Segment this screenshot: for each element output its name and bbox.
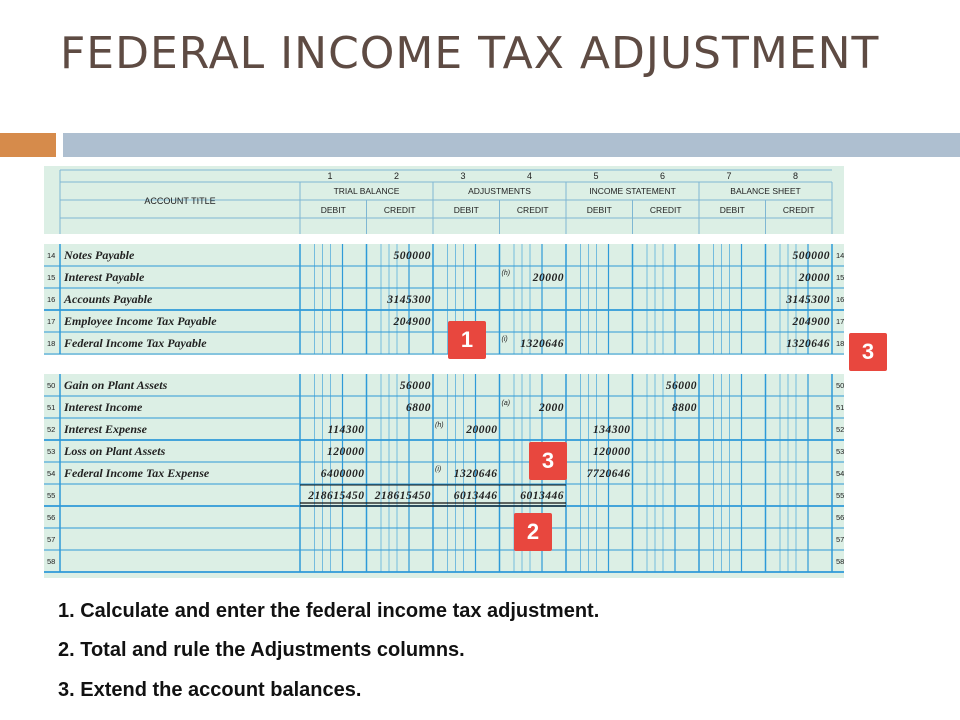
row-number-right: 57 — [836, 535, 844, 544]
row-number-right: 16 — [836, 295, 844, 304]
step-badge-3-balance-sheet: 3 — [849, 333, 887, 371]
sub-header: CREDIT — [383, 205, 416, 215]
account-name: Interest Expense — [64, 422, 148, 436]
amount-cell: 120000 — [593, 446, 631, 458]
row-number-left: 52 — [47, 425, 56, 434]
row-number-left: 58 — [47, 557, 56, 566]
row-number-right: 17 — [836, 317, 844, 326]
row-number-left: 14 — [47, 251, 56, 260]
amount-cell: 134300 — [593, 424, 631, 436]
amount-cell: 204900 — [393, 316, 431, 328]
row-number-left: 51 — [47, 403, 56, 412]
account-name: Gain on Plant Assets — [64, 378, 168, 392]
row-number-right: 50 — [836, 381, 844, 390]
row-number-right: 18 — [836, 339, 844, 348]
column-number: 3 — [460, 171, 466, 181]
column-number: 2 — [393, 171, 400, 181]
sub-header: DEBIT — [719, 205, 745, 215]
amount-cell: 204900 — [792, 316, 830, 328]
amount-cell: 56000 — [665, 380, 697, 392]
worksheet — [44, 166, 844, 578]
row-number-left: 53 — [47, 447, 56, 456]
row-number-right: 53 — [836, 447, 844, 456]
amount-cell: 8800 — [672, 402, 697, 414]
accent-bar-blue — [63, 133, 960, 157]
accent-bar-orange — [0, 133, 56, 157]
amount-cell: 20000 — [466, 424, 498, 436]
amount-cell: 1320646 — [453, 468, 498, 480]
row-number-right: 51 — [836, 403, 844, 412]
adjustment-reference: (h) — [501, 270, 511, 277]
amount-cell: 120000 — [327, 446, 365, 458]
amount-cell: 114300 — [327, 424, 365, 436]
amount-cell: 6400000 — [320, 468, 365, 480]
row-number-left: 15 — [47, 273, 56, 282]
row-number-left: 50 — [47, 381, 56, 390]
worksheet-grid — [44, 166, 844, 578]
account-name: Employee Income Tax Payable — [64, 314, 217, 328]
row-number-right: 15 — [836, 273, 844, 282]
account-name: Federal Income Tax Expense — [64, 466, 210, 480]
account-name: Interest Payable — [64, 270, 145, 284]
amount-cell: 3145300 — [786, 294, 830, 306]
column-number: 4 — [526, 171, 533, 181]
amount-cell: 2000 — [539, 402, 564, 414]
column-group-header: TRIAL BALANCE — [333, 186, 400, 196]
adjustment-reference: (a) — [501, 400, 511, 407]
sub-header: CREDIT — [516, 205, 549, 215]
amount-cell: 1320646 — [520, 338, 564, 350]
amount-cell: 6013446 — [520, 490, 564, 502]
instruction-step-2: 2. Total and rule the Adjustments columns. — [58, 639, 465, 661]
slide-title: FEDERAL INCOME TAX ADJUSTMENT — [60, 28, 880, 79]
column-number: 6 — [659, 171, 666, 181]
sub-header: DEBIT — [586, 205, 612, 215]
step-badge-2: 2 — [514, 513, 552, 551]
row-number-left: 16 — [47, 295, 56, 304]
amount-cell: 3145300 — [387, 294, 431, 306]
row-number-left: 54 — [47, 469, 56, 478]
sub-header: CREDIT — [782, 205, 815, 215]
row-number-right: 52 — [836, 425, 844, 434]
column-group-header: ADJUSTMENTS — [468, 186, 531, 196]
row-number-left: 18 — [47, 339, 56, 348]
row-number-right: 58 — [836, 557, 844, 566]
amount-cell: 500000 — [393, 250, 431, 262]
account-title-header: ACCOUNT TITLE — [144, 196, 216, 206]
column-number: 8 — [792, 171, 799, 181]
adjustment-reference: (h) — [435, 422, 444, 429]
row-number-left: 57 — [47, 535, 56, 544]
amount-cell: 6800 — [406, 402, 431, 414]
sub-header: DEBIT — [453, 205, 479, 215]
account-name: Loss on Plant Assets — [64, 444, 166, 458]
column-number: 5 — [593, 171, 599, 181]
sub-header: CREDIT — [649, 205, 682, 215]
adjustment-reference: (i) — [501, 336, 508, 343]
row-number-right: 14 — [836, 251, 844, 260]
sub-header: DEBIT — [320, 205, 346, 215]
amount-cell: 218615450 — [308, 490, 365, 502]
amount-cell: 56000 — [399, 380, 431, 392]
row-number-right: 55 — [836, 491, 844, 500]
amount-cell: 7720646 — [586, 468, 631, 480]
amount-cell: 500000 — [792, 250, 830, 262]
account-name: Accounts Payable — [64, 292, 153, 306]
step-badge-1: 1 — [448, 321, 486, 359]
amount-cell: 20000 — [798, 272, 830, 284]
amount-cell: 1320646 — [786, 338, 830, 350]
step-badge-3-income-statement: 3 — [529, 442, 567, 480]
account-name: Interest Income — [64, 400, 143, 414]
amount-cell: 20000 — [532, 272, 564, 284]
adjustment-reference: (i) — [435, 466, 442, 473]
account-name: Federal Income Tax Payable — [64, 336, 207, 350]
column-number: 1 — [327, 171, 333, 181]
column-number: 7 — [726, 171, 732, 181]
row-number-left: 55 — [47, 491, 56, 500]
instruction-step-3: 3. Extend the account balances. — [58, 679, 362, 701]
amount-cell: 6013446 — [453, 490, 498, 502]
row-number-right: 56 — [836, 513, 844, 522]
column-group-header: INCOME STATEMENT — [589, 186, 676, 196]
row-number-right: 54 — [836, 469, 844, 478]
row-number-left: 56 — [47, 513, 56, 522]
row-number-left: 17 — [47, 317, 56, 326]
instruction-step-1: 1. Calculate and enter the federal income tax adjustment. — [58, 600, 600, 622]
account-name: Notes Payable — [64, 248, 135, 262]
column-group-header: BALANCE SHEET — [730, 186, 801, 196]
amount-cell: 218615450 — [374, 490, 431, 502]
